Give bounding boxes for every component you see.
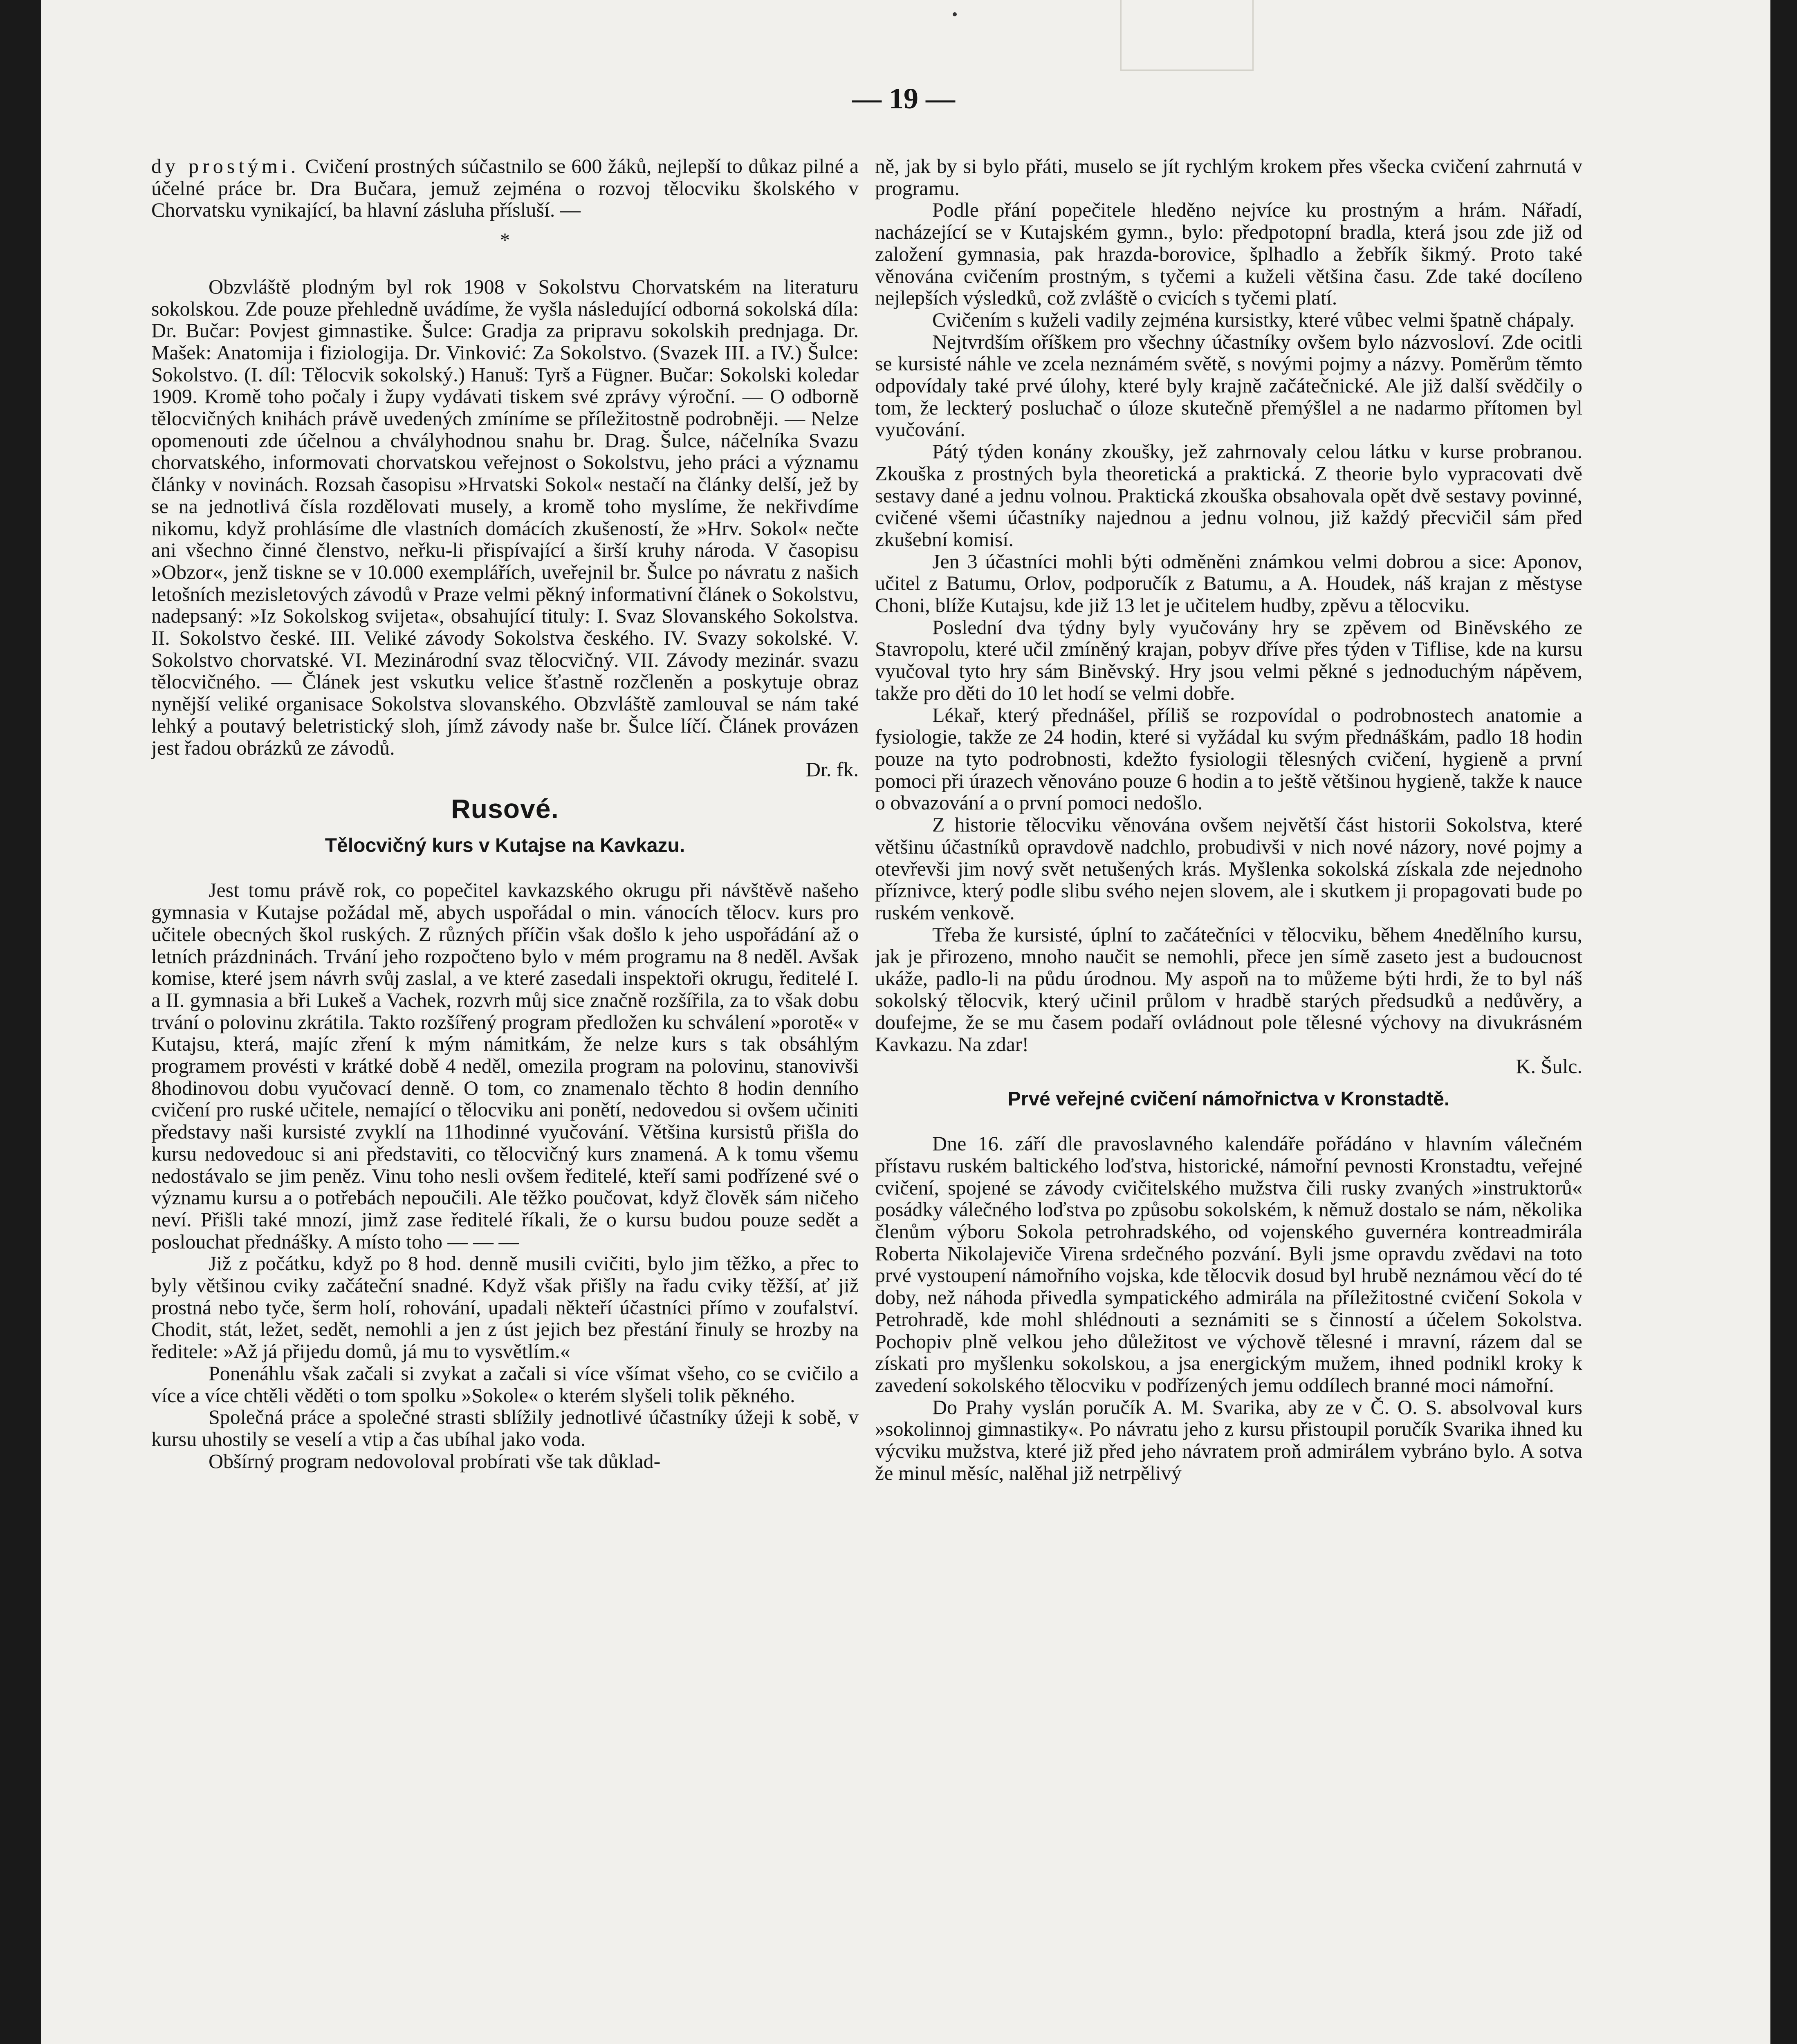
right-paragraph-10: Třeba že kursisté, úplní to začátečníci v tělocviku, během 4nedělního kursu, jak je přirozeno, mnoho naučit se nemohli, přece jen símě zaseto jest a budoucnost ukáže, padlo-li na půdu úrodnou. My aspoň na to můžeme býti hrdi, že to byl náš sokolský tělocvik, který učinil průlom v hradbě starých předsudků a nedůvěry, a doufejme, že se mu časem podaří ovládnout pole tělesné výchovy na divukrásném Kavkazu. Na zdar! xyxy=(875,923,1582,1056)
section-star: * xyxy=(500,229,510,251)
left-paragraph-1-text: Cvičení prostných súčastnilo se 600 žáků, nejlepší to důkaz pilné a účelné práce br. Dra Bučara, jemuž zejména o rozvoj tělocviku školského v Chorvatsku vynikající, ba hlavní zásluha přísluší. — xyxy=(151,155,859,222)
right-paragraph-4: Nejtvrdším oříškem pro všechny účastníky ovšem bylo názvosloví. Zde ocitli se kursisté náhle ve zcela neznámém světě, s novými pojmy a názvy. Poměrům těmto odpovídaly také prvé úlohy, které byly krajně začátečnické. Ale již další svědčily o tom, že leckterý posluchač o úloze skutečně přemýšlel a ne nadarmo přítomen byl vyučování. xyxy=(875,330,1582,441)
left-column xyxy=(151,155,859,2044)
left-paragraph-6: Společná práce a společné strasti sblížily jednotlivé účastníky úžeji k sobě, v kursu uhostily se veselí a vtip a čas ubíhal jako voda. xyxy=(151,1405,859,1450)
article-title-kronstadt: Prvé veřejné cvičení námořnictva v Kronstadtě. xyxy=(1007,1088,1450,1110)
article-title-kutajs: Tělocvičný kurs v Kutajse na Kavkazu. xyxy=(325,834,685,856)
right-paragraph-11: Dne 16. září dle pravoslavného kalendáře pořádáno v hlavním válečném přístavu ruském baltického loďstva, historické, námořní pevnosti Kronstadtu, veřejné cvičení, spojené se závody cvičitelského mužstva čili rusky zvaných »instruktorů« posádky válečného loďstva po způsobu sokolském, k němuž dostalo se nám, několika členům výboru Sokola petrohradského, od vojenského guvernéra kontreadmirála Roberta Nikolajeviče Virena srdečného pozvání. Byli jsme opravdu zvědavi na toto prvé vystoupení námořního vojska, kde tělocvik dosud byl hrubě neznámou věcí do té doby, než náhoda přivedla sympatického admirála na příležitostné cvičení Sokola v Petrohradě, kde mohl shlédnouti a seznámiti se s činností a účelem Sokolstva. Pochopiv plně velkou jeho důležitost ve výchově tělesné i mravní, rázem dal se získati pro myšlenku sokolskou, a jsa energickým mužem, ihned podnikl kroky k zavedení sokolského tělocviku v podřízených jemu oddílech branné moci námořní. xyxy=(875,1132,1582,1396)
right-paragraph-12: Do Prahy vyslán poručík A. M. Svarika, aby ze v Č. O. S. absolvoval kurs »sokolinnoj gimnastiky«. Po návratu jeho z kursu přistoupil poručík Svarika ihned ku výcviku mužstva, které již před jeho návratem proň admirálem vybráno bylo. A sotva že minul měsíc, nalěhal již netrpělivý xyxy=(875,1395,1582,1484)
right-paragraph-1: ně, jak by si bylo přáti, muselo se jít rychlým krokem přes všecka cvičení zahrnutá v programu. xyxy=(875,155,1582,199)
right-paragraph-2: Podle přání popečitele hleděno nejvíce ku prostným a hrám. Nářadí, nacházející se v Kutajském gymn., bylo: předpotopní bradla, která jsou zde již od založení gymnasia, pak hrazda-borovice, šplhadlo a žebřík šikmý. Proto také věnována cvičením prostným, s tyčemi a kuželi většina času. Zde také docíleno nejlepších výsledků, což zvláště o cvicích s tyčemi platí. xyxy=(875,198,1582,309)
left-signature: Dr. fk. xyxy=(805,758,859,781)
right-column xyxy=(875,155,1582,2044)
left-paragraph-7: Obšírný program nedovoloval probírati vše tak důklad- xyxy=(209,1449,661,1472)
page-number: — 19 — xyxy=(852,82,955,115)
spaced-lead: dy prostými. xyxy=(151,155,300,177)
right-paragraph-6: Jen 3 účastníci mohli býti odměněni známkou velmi dobrou a sice: Aponov, učitel z Batumu, Orlov, podporučík z Batumu, a A. Houdek, náš krajan z městyse Choni, blíže Kutajsu, kde již 13 let je učitelem hudby, zpěvu a tělocviku. xyxy=(875,549,1582,617)
left-paragraph-5: Ponenáhlu však začali si zvykat a začali si více všímat všeho, co se cvičilo a více a více chtěli věděti o tom spolku »Sokole« o kterém slyšeli tolik pěkného. xyxy=(151,1361,859,1407)
right-paragraph-9: Z historie tělocviku věnována ovšem největší část historii Sokolstva, které většinu účastníků opravdově nadchlo, probudivši v nich nové názory, nové pojmy a otevřevši jim nový svět netušených krás. Myšlenka sokolská získala zde nejednoho příznivce, který podle slibu svého nejen slovem, ale i skutkem ji propagovati bude po ruském venkově. xyxy=(875,813,1582,924)
left-paragraph-3: Jest tomu právě rok, co popečitel kavkazského okrugu při návštěvě našeho gymnasia v Kutajse požádal mě, abych uspořádal o min. vánocích tělocv. kurs pro učitele obecných škol ruských. Z různých příčin však došlo k jeho uspořádání až o letních prázdninách. Trvání jeho rozpočteno bylo v mém programu na 8 neděl. Avšak komise, které jsem návrh svůj zaslal, a ve které zasedali inspektoři okrugu, ředitelé I. a II. gymnasia a bři Lukeš a Vachek, rozvrh můj sice značně rozšířila, za to však dobu trvání o polovinu zkrátila. Takto rozšířený program předložen ku schválení »porotě« v Kutajsu, která, majíc zření k mým námitkám, že nelze kurs s tak obsáhlým programem provésti v krátké době 4 neděl, omezila program na polovinu, stanovivši 8hodinovou dobu vyučovací denně. O tom, co znamenalo těchto 8 hodin denního cvičení pro ruské učitele, nemající o tělocviku ani ponětí, nedovedou si ovšem učiniti představy naši kursisté zvyklí na 11hodinné vyučování. Většina kursistů přišla do kursu nedovedouc si ani představiti, co tělocvičný kurs znamená. A k tomu všemu nedostávalo se jim peněz. Vinu toho nesli ovšem ředitelé, kteří sami podřízené své o významu kursu a o potřebách nepoučili. Ale těžko poučovat, když člověk sám ničeho neví. Přišli také mnozí, jimž zase ředitelé říkali, že o kursu budou pouze sedět a poslouchat přednášky. A místo toho — — — xyxy=(151,879,859,1253)
right-paragraph-7: Poslední dva týdny byly vyučovány hry se zpěvem od Biněvského ze Stavropolu, které učil zmíněný krajan, pobyv dříve přes týden v Tiflise, kde na kursu vyučoval tyto hry sám Biněvský. Hry jsou velmi pěkné s jednoduchým nápěvem, takže pro děti do 10 let hodí se velmi dobře. xyxy=(875,615,1582,704)
right-paragraph-8: Lékař, který přednášel, příliš se rozpovídal o podrobnostech anatomie a fysiologie, takže ze 24 hodin, které si vyžádal ku svým přednáškám, padlo 18 hodin pouze na tyto podrobnosti, kdežto fysiologii tělesných cvičení, hygieně a první pomoci při úrazech věnováno pouze 6 hodin a to ještě většinou hygieně, takže k nauce o obvazování a o první pomoci nedošlo. xyxy=(875,703,1582,814)
right-paragraph-3: Cvičením s kuželi vadily zejména kursistky, které vůbec velmi špatně chápaly. xyxy=(932,308,1575,331)
left-paragraph-4: Již z počátku, když po 8 hod. denně musili cvičiti, bylo jim těžko, a přec to byly většinou cviky začáteční snadné. Když však přišly na řadu cviky těžší, ať již prostná nebo tyče, šerm holí, rohování, upadali někteří účastníci přímo v zoufalství. Chodit, stát, ležet, sedět, nemohli a jen z úst jejich bez přestání řinuly se hrozby na ředitele: »Až já přijedu domů, já mu to vysvětlím.« xyxy=(151,1252,859,1363)
right-signature: K. Šulc. xyxy=(1516,1054,1582,1078)
stamp-mark xyxy=(1120,0,1254,71)
left-paragraph-1 xyxy=(151,155,859,221)
section-heading-rusove: Rusové. xyxy=(451,793,559,824)
right-paragraph-5: Pátý týden konány zkoušky, jež zahrnovaly celou látku v kurse probranou. Zkouška z prostných byla theoretická a praktická. Z theorie bylo vypracovati dvě sestavy dané a jednu volnou. Praktická zkouška obsahovala opět dvě sestavy povinné, cvičené všemi účastníky najednou a jednu volnou, již každý přecvičil sám před zkušební komisí. xyxy=(875,440,1582,551)
print-speck xyxy=(953,12,957,16)
left-paragraph-2: Obzvláště plodným byl rok 1908 v Sokolstvu Chorvatském na literaturu sokolskou. Zde pouze přehledně uvádíme, že vyšla následující odborná sokolská díla: Dr. Bučar: Povjest gimnastike. Šulce: Gradja za pripravu sokolskih prednjaga. Dr. Mašek: Anatomija i fiziologija. Dr. Vinković: Za Sokolstvo. (Svazek III. a IV.) Šulce: Sokolstvo. (I. díl: Tělocvik sokolský.) Hanuš: Tyrš a Fügner. Bučar: Sokolski koledar 1909. Kromě toho počaly i župy vydávati tiskem své zprávy výroční. — O odborně tělocvičných knihách právě uvedených zmíníme se příležitostně podrobněji. — Nelze opomenouti zde účelnou a chvályhodnou snahu br. Drag. Šulce, náčelníka Svazu chorvatského, informovati chorvatskou veřejnost o Sokolstvu, jeho práci a významu články v novinách. Rozsah časopisu »Hrvatski Sokol« nestačí na články delší, jež by se na jednotlivá čísla rozdělovati musely, a kromě toho myslíme, že nekřivdíme nikomu, když prohlásíme dle vlastních domácích zkušeností, že »Hrv. Sokol« nečte ani všechno činné členstvo, neřku-li přispívající a širší kruhy národa. V časopisu »Obzor«, jenž tiskne se v 10.000 exemplářích, uveřejnil br. Šulce po návratu z našich letošních mezisletových závodů v Praze velmi pěkný informativní článek o Sokolstvu, nadepsaný: »Iz Sokolskog svijeta«, obsahující tituly: I. Svaz Slovanského Sokolstva. II. Sokolstvo české. III. Veliké závody Sokolstva českého. IV. Svazy sokolské. V. Sokolstvo chorvatské. VI. Mezinárodní svaz tělocvičný. VII. Závody mezinár. svazu tělocvičného. — Článek jest vskutku velice šťastně rozčleněn a poskytuje obraz nynější veliké organisace Sokolstva slovanského. Obzvláště zamlouval se nám také lehký a poutavý beletristický sloh, jímž závody naše br. Šulce líčí. Článek provázen jest řadou obrázků ze závodů. xyxy=(151,275,859,759)
document-page xyxy=(41,0,1770,2044)
